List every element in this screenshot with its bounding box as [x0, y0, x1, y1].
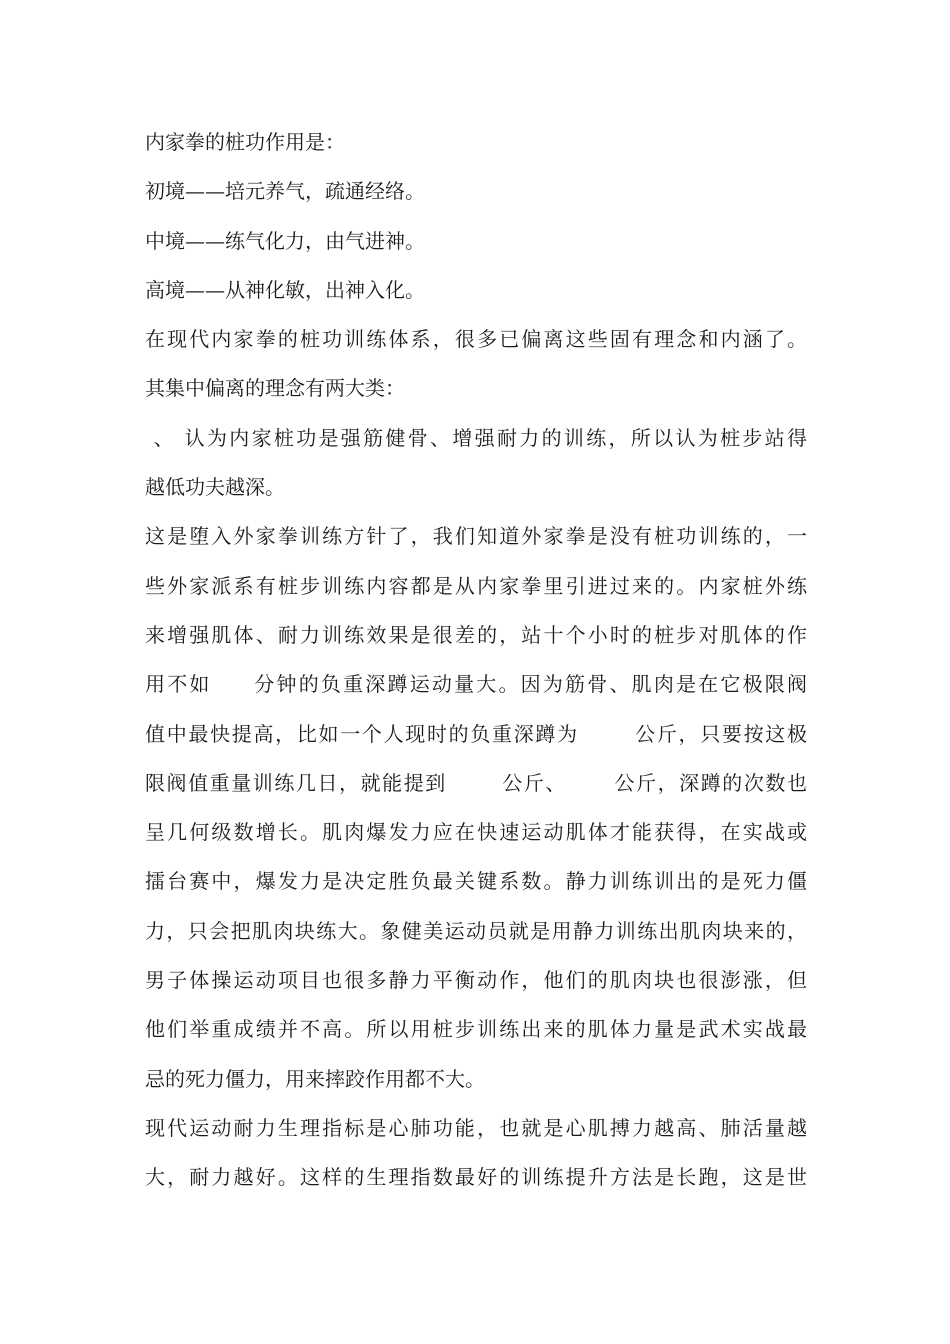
text-line: 限阀值重量训练几日，就能提到 公斤、 公斤，深蹲的次数也 [145, 770, 807, 795]
text-line: 大，耐力越好。这样的生理指数最好的训练提升方法是长跑，这是世 [145, 1165, 807, 1190]
text-line: 、 认为内家桩功是强筋健骨、增强耐力的训练，所以认为桩步站得 [145, 425, 807, 450]
text-line: 其集中偏离的理念有两大类： [145, 376, 405, 401]
text-line: 初境——培元养气，疏通经络。 [145, 179, 425, 204]
text-line: 中境——练气化力，由气进神。 [145, 228, 425, 253]
text-line: 呈几何级数增长。肌肉爆发力应在快速运动肌体才能获得，在实战或 [145, 820, 807, 845]
text-line: 忌的死力僵力，用来摔跤作用都不大。 [145, 1066, 485, 1091]
text-line: 用不如 分钟的负重深蹲运动量大。因为筋骨、肌肉是在它极限阀 [145, 672, 807, 697]
text-line: 现代运动耐力生理指标是心肺功能，也就是心肌搏力越高、肺活量越 [145, 1115, 807, 1140]
text-line: 内家拳的桩功作用是： [145, 130, 345, 154]
text-line: 越低功夫越深。 [145, 475, 285, 500]
text-line: 些外家派系有桩步训练内容都是从内家拳里引进过来的。内家桩外练 [145, 573, 807, 598]
document-body [145, 118, 807, 1203]
text-line: 高境——从神化敏，出神入化。 [145, 277, 425, 302]
text-line: 来增强肌体、耐力训练效果是很差的，站十个小时的桩步对肌体的作 [145, 622, 807, 647]
text-line: 男子体操运动项目也很多静力平衡动作，他们的肌肉块也很澎涨，但 [145, 968, 807, 993]
text-line: 他们举重成绩并不高。所以用桩步训练出来的肌体力量是武术实战最 [145, 1017, 807, 1042]
text-line: 力，只会把肌肉块练大。象健美运动员就是用静力训练出肌肉块来的， [145, 918, 807, 943]
text-line: 在现代内家拳的桩功训练体系，很多已偏离这些固有理念和内涵了。 [145, 327, 807, 352]
text-line: 这是堕入外家拳训练方针了，我们知道外家拳是没有桩功训练的，一 [145, 524, 807, 549]
text-line: 值中最快提高，比如一个人现时的负重深蹲为 公斤，只要按这极 [145, 721, 807, 746]
text-line: 擂台赛中，爆发力是决定胜负最关键系数。静力训练训出的是死力僵 [145, 869, 807, 894]
